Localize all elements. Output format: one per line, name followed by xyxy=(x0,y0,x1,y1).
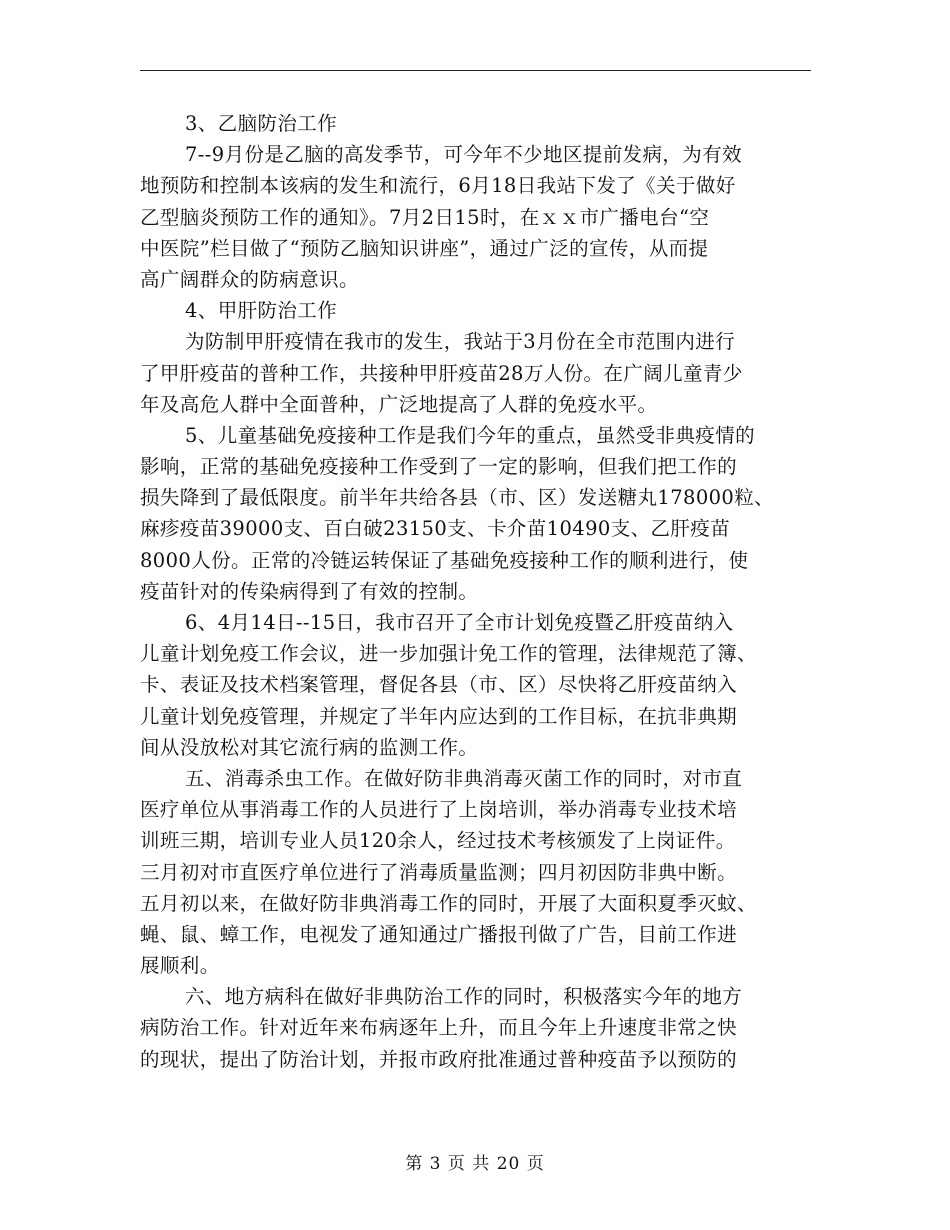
text-line: 3、乙脑防治工作 xyxy=(185,112,338,135)
text-line: 儿童计划免疫管理，并规定了半年内应达到的工作目标，在抗非典期 xyxy=(140,704,738,728)
text-line: 中医院”栏目做了“预防乙脑知识讲座”，通过广泛的宣传，从而提 xyxy=(140,236,709,260)
text-line: 病防治工作。针对近年来布病逐年上升，而且今年上升速度非常之快 xyxy=(140,1016,738,1040)
text-line: 4、甲肝防治工作 xyxy=(185,299,338,323)
text-line: 了甲肝疫苗的普种工作，共接种甲肝疫苗28万人份。在广阔儿童青少 xyxy=(140,361,743,385)
text-line: 训班三期，培训专业人员120余人，经过技术考核颁发了上岗证件。 xyxy=(140,829,736,853)
page-footer: 第 3 页 共 20 页 xyxy=(405,1154,545,1174)
header-rule xyxy=(140,70,811,71)
text-line: 乙型脑炎预防工作的通知》。7月2日15时，在ｘｘ市广播电台“空 xyxy=(140,205,710,229)
text-line: 五、消毒杀虫工作。在做好防非典消毒灭菌工作的同时，对市直 xyxy=(185,766,743,790)
text-line: 疫苗针对的传染病得到了有效的控制。 xyxy=(140,579,479,603)
text-line: 8000人份。正常的冷链运转保证了基础免疫接种工作的顺利进行，使 xyxy=(140,548,749,572)
text-line: 损失降到了最低限度。前半年共给各县（市、区）发送糖丸178000粒、 xyxy=(140,486,775,510)
text-line: 展顺利。 xyxy=(140,954,220,978)
text-line: 六、地方病科在做好非典防治工作的同时，积极落实今年的地方 xyxy=(185,985,743,1009)
text-line: 间从没放松对其它流行病的监测工作。 xyxy=(140,735,479,759)
text-line: 6、4月14日--15日，我市召开了全市计划免疫暨乙肝疫苗纳入 xyxy=(185,611,734,634)
text-line: 三月初对市直医疗单位进行了消毒质量监测；四月初因防非典中断。 xyxy=(140,860,738,884)
text-line: 高广阔群众的防病意识。 xyxy=(140,267,359,291)
text-line: 五月初以来，在做好防非典消毒工作的同时，开展了大面积夏季灭蚊、 xyxy=(140,891,757,915)
text-line: 麻疹疫苗39000支、百白破23150支、卡介苗10490支、乙肝疫苗 xyxy=(140,517,731,541)
text-line: 影响，正常的基础免疫接种工作受到了一定的影响，但我们把工作的 xyxy=(140,455,738,479)
text-line: 医疗单位从事消毒工作的人员进行了上岗培训，举办消毒专业技术培 xyxy=(140,798,738,822)
text-line: 年及高危人群中全面普种，广泛地提高了人群的免疫水平。 xyxy=(140,392,658,416)
text-line: 5、儿童基础免疫接种工作是我们今年的重点，虽然受非典疫情的 xyxy=(185,423,756,447)
text-line: 7--9月份是乙脑的高发季节，可今年不少地区提前发病，为有效 xyxy=(185,143,742,167)
text-line: 为防制甲肝疫情在我市的发生，我站于3月份在全市范围内进行 xyxy=(185,330,736,354)
text-line: 儿童计划免疫工作会议，进一步加强计免工作的管理，法律规范了簿、 xyxy=(140,642,757,666)
document-body xyxy=(140,108,811,1075)
text-line: 蝇、鼠、蟑工作，电视发了通知通过广播报刊做了广告，目前工作进 xyxy=(140,922,738,946)
text-line: 地预防和控制本该病的发生和流行，6月18日我站下发了《关于做好 xyxy=(140,174,736,198)
text-line: 卡、表证及技术档案管理，督促各县（市、区）尽快将乙肝疫苗纳入 xyxy=(140,673,738,697)
text-line: 的现状，提出了防治计划，并报市政府批准通过普种疫苗予以预防的 xyxy=(140,1047,738,1071)
